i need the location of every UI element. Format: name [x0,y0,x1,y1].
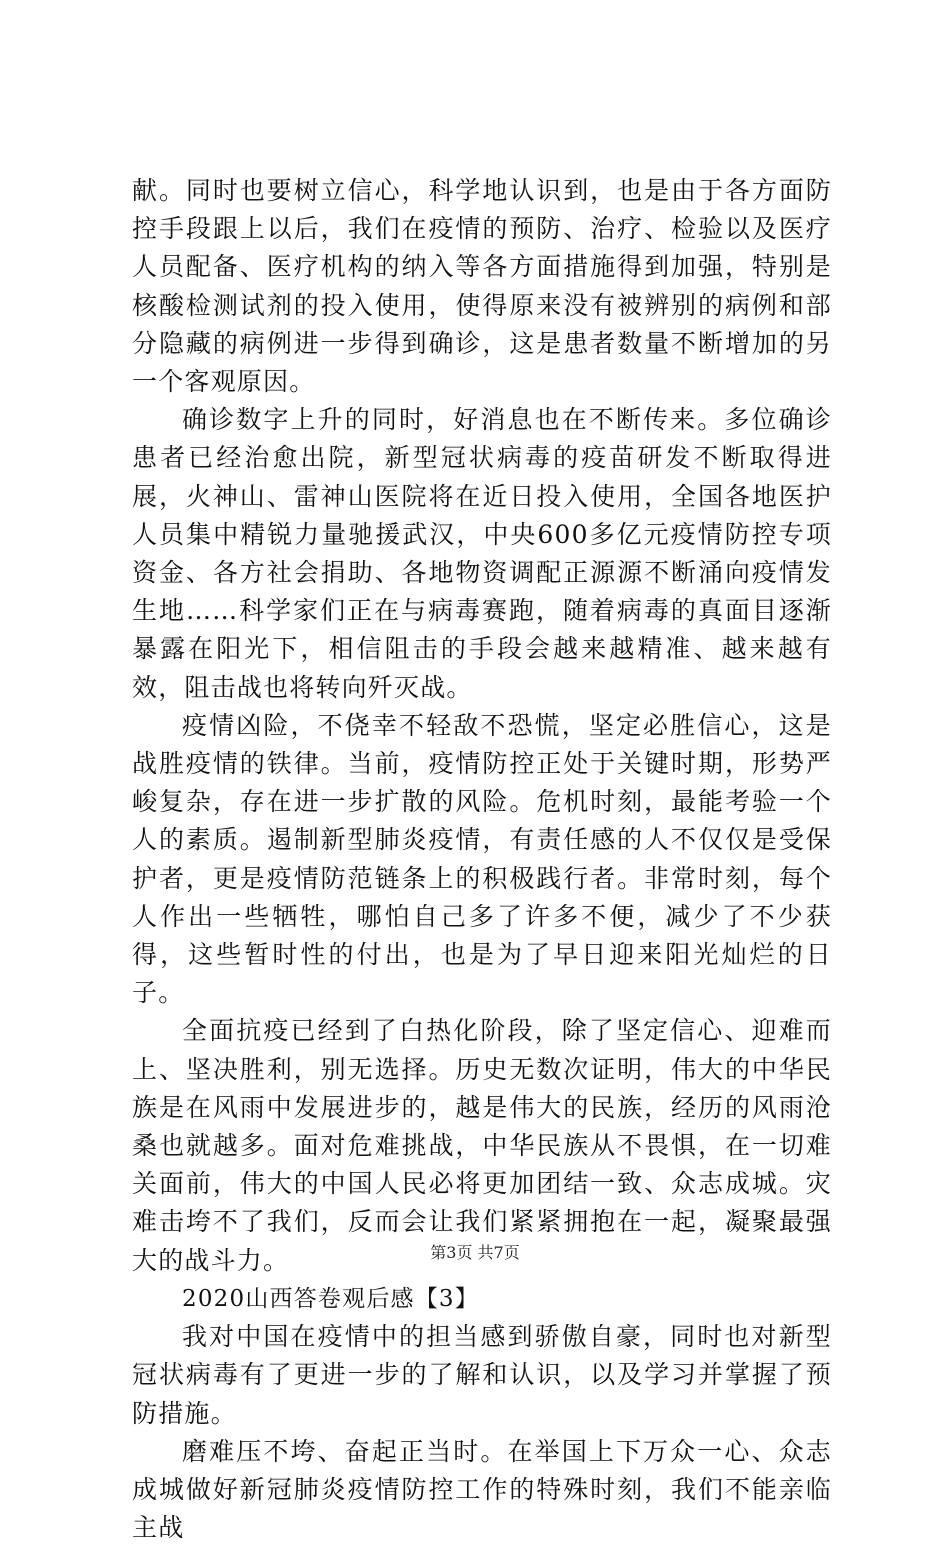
page-footer: 第3页 共7页 [430,1243,520,1262]
paragraph-3: 疫情凶险，不侥幸不轻敌不恐慌，坚定必胜信心，这是战胜疫情的铁律。当前，疫情防控正处于关键时期，形势严峻复杂，存在进一步扩散的风险。危机时刻，最能考验一个人的素质。遏制新型肺炎疫情，有责任感的人不仅仅是受保护者，更是疫情防范链条上的积极践行者。非常时刻，每个人作出一些牺牲，哪怕自己多了许多不便，减少了不少获得，这些暂时性的付出，也是为了早日迎来阳光灿烂的日子。 [132,710,832,1008]
paragraph-2: 确诊数字上升的同时，好消息也在不断传来。多位确诊患者已经治愈出院，新型冠状病毒的疫苗研发不断取得进展，火神山、雷神山医院将在近日投入使用，全国各地医护人员集中精锐力量驰援武汉，中央600多亿元疫情防控专项资金、各方社会捐助、各地物资调配正源源不断涌向疫情发生地……科学家们正在与病毒赛跑，随着病毒的真面目逐渐暴露在阳光下，相信阻击的手段会越来越精准、越来越有效，阻击战也将转向歼灭战。 [132,405,832,702]
paragraph-5: 我对中国在疫情中的担当感到骄傲自豪，同时也对新型冠状病毒有了更进一步的了解和认识，以及学习并掌握了预防措施。 [132,1322,832,1428]
paragraph-4: 全面抗疫已经到了白热化阶段，除了坚定信心、迎难而上、坚决胜利，别无选择。历史无数次证明，伟大的中华民族是在风雨中发展进步的，越是伟大的民族，经历的风雨沧桑也就越多。面对危难挑战，中华民族从不畏惧，在一切难关面前，伟大的中国人民必将更加团结一致、众志成城。灾难击垮不了我们，反而会让我们紧紧拥抱在一起，凝聚最强大的战斗力。 [132,1016,832,1275]
paragraph-6: 磨难压不垮、奋起正当时。在举国上下万众一心、众志成城做好新冠肺炎疫情防控工作的特殊时刻，我们不能亲临主战 [132,1436,832,1543]
paragraph-1: 献。同时也要树立信心，科学地认识到，也是由于各方面防控手段跟上以后，我们在疫情的预防、治疗、检验以及医疗人员配备、医疗机构的纳入等各方面措施得到加强，特别是核酸检测试剂的投入使用，使得原来没有被辨别的病例和部分隐藏的病例进一步得到确诊，这是患者数量不断增加的另一个客观原因。 [132,176,832,397]
section-heading: 2020山西答卷观后感【3】 [182,1285,479,1312]
document-body [132,172,832,1547]
